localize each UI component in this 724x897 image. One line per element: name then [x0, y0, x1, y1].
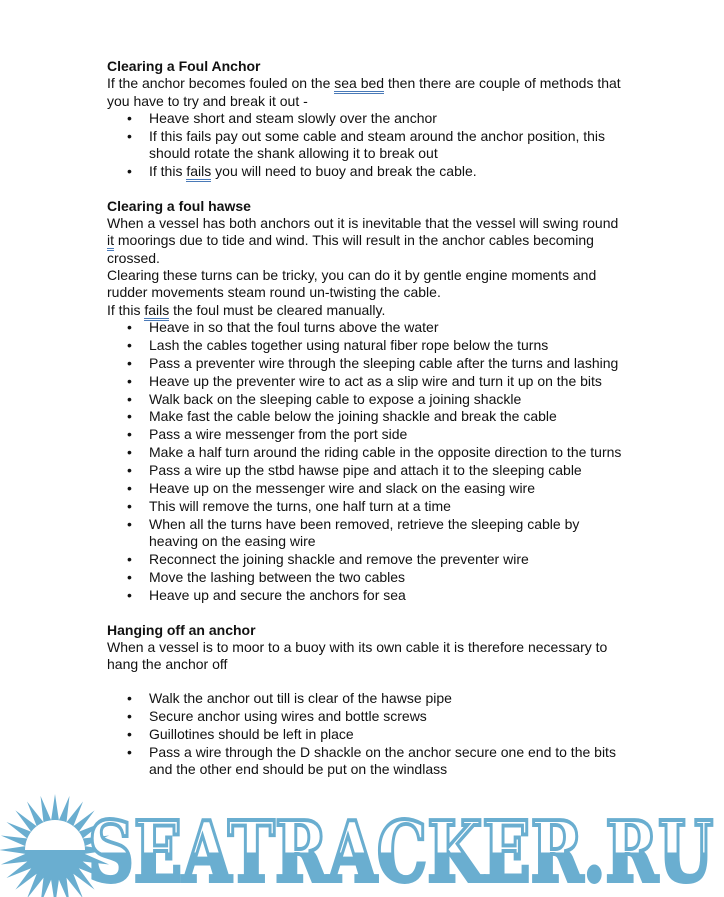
paragraph: Clearing these turns can be tricky, you can do it by gentle engine moments and rudder movements steam round un-twisting the cable.: [107, 267, 597, 301]
seatracker-watermark-logo: [0, 785, 724, 897]
paragraph: If the anchor becomes fouled on the sea bed then there are couple of methods that you have to try and break it out -: [107, 75, 621, 109]
list-item: • Heave short and steam slowly over the anchor: [107, 110, 627, 127]
list-item: • Walk back on the sleeping cable to expose a joining shackle: [107, 391, 627, 408]
list-item: • Pass a wire through the D shackle on the anchor secure one end to the bits and the other end should be put on the windlass: [107, 744, 627, 779]
spellcheck-underline[interactable]: fails: [186, 163, 211, 182]
list-item: • Pass a wire messenger from the port side: [107, 426, 627, 443]
list-item: • Guillotines should be left in place: [107, 726, 627, 743]
paragraph: When a vessel is to moor to a buoy with its own cable it is therefore necessary to hang the anchor off: [107, 638, 608, 673]
section-heading: Clearing a foul hawse: [107, 197, 251, 214]
spellcheck-underline[interactable]: sea bed: [334, 75, 384, 94]
bullet-list: [107, 110, 627, 180]
document-body: [107, 58, 627, 779]
watermark-text: SEATRACKER.RU: [88, 803, 714, 897]
paragraph: When a vessel has both anchors out it is inevitable that the vessel will swing round it moorings due to tide and wind. This will result in the anchor cables becoming crossed.: [107, 215, 619, 266]
spellcheck-underline[interactable]: it: [107, 232, 114, 251]
list-item: • If this fails you will need to buoy and break the cable.: [107, 163, 627, 180]
list-item: • Heave in so that the foul turns above the water: [107, 319, 627, 336]
section-heading: Clearing a Foul Anchor: [107, 58, 261, 74]
list-item: • Make a half turn around the riding cable in the opposite direction to the turns: [107, 444, 627, 461]
list-item: • Reconnect the joining shackle and remove the preventer wire: [107, 551, 627, 568]
list-item: • Heave up and secure the anchors for sea: [107, 587, 627, 604]
list-item: • Secure anchor using wires and bottle screws: [107, 708, 627, 725]
list-item: • Pass a preventer wire through the sleeping cable after the turns and lashing: [107, 355, 627, 372]
list-item: • If this fails pay out some cable and steam around the anchor position, this should rotate the shank allowing it to break out: [107, 128, 627, 163]
list-item: • Make fast the cable below the joining shackle and break the cable: [107, 408, 627, 425]
list-item: • Heave up on the messenger wire and slack on the easing wire: [107, 480, 627, 497]
list-item: • Pass a wire up the stbd hawse pipe and attach it to the sleeping cable: [107, 462, 627, 479]
list-item: • Move the lashing between the two cables: [107, 569, 627, 586]
bullet-list: [107, 319, 627, 604]
list-item: • When all the turns have been removed, retrieve the sleeping cable by heaving on the easing wire: [107, 516, 627, 551]
list-item: • Heave up the preventer wire to act as a slip wire and turn it up on the bits: [107, 373, 627, 390]
section-heading: Hanging off an anchor: [107, 621, 256, 638]
list-item: • This will remove the turns, one half turn at a time: [107, 498, 627, 515]
list-item: • Lash the cables together using natural fiber rope below the turns: [107, 337, 627, 354]
spellcheck-underline[interactable]: fails: [144, 302, 169, 321]
list-item: • Walk the anchor out till is clear of the hawse pipe: [107, 690, 627, 707]
bullet-list: [107, 690, 627, 778]
paragraph: If this fails the foul must be cleared manually.: [107, 302, 627, 319]
